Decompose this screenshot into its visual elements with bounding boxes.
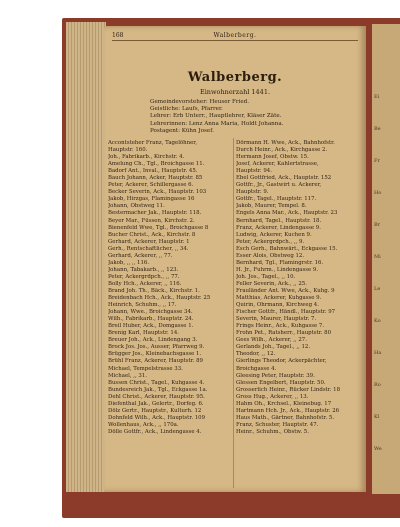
officials-line: Geistliche: Laufs, Pfarrer. (150, 106, 223, 113)
list-item: Ebel Gottfried, Ack., Hauptstr. 152 (236, 175, 332, 182)
list-item: Grosserlich Heinr., Rücker Lindstr. 18 (236, 386, 341, 393)
facing-page-text-fragment: Ha (374, 350, 382, 356)
list-item: Bussen Christ., Tagel., Kuhgasse 4. (108, 379, 205, 386)
list-item: Franz, Schuster, Hauptstr. 47. (236, 421, 319, 428)
list-item: Gerh., Rentschaftlicher, ,, 34. (108, 245, 189, 252)
list-item: Joh. Jos., Tagel., ,, 10. (236, 273, 296, 280)
header-rule (112, 40, 358, 41)
list-item: Esch Gerh., Bahnwärt., Eckgasse 15. (236, 245, 338, 252)
list-item: Bucher Christ., Ack., Kirchstr. 8 (108, 231, 196, 238)
column-divider (233, 138, 234, 488)
facing-page-text-fragment: Ro (374, 382, 381, 388)
list-item: Feller Severin, Ack., ,, 25. (236, 280, 307, 287)
list-item: Dehl Christ., Ackerer, Hauptstr. 95. (108, 393, 205, 400)
list-item: Engels Anna Mar., Ack., Hauptstr. 23 (236, 210, 338, 217)
list-item: Gierlings Theodor, Ackerpächter, (236, 358, 327, 365)
list-item: Jakob, Maurer, Tempel. 8. (236, 203, 307, 210)
list-item: Bauch Johann, Acker, Hauptstr. 85 (108, 175, 203, 182)
list-item: Heinrich, Schuhm., ,, 17. (108, 302, 177, 309)
list-item: Bernhard, Tgl., Flamingrstr. 16. (236, 259, 324, 266)
facing-page-edge (372, 24, 400, 494)
list-item: Badorf Ant., Inval., Hauptstr. 45. (108, 168, 198, 175)
list-item: H. Jr., Fuhrm., Lindengasse 9. (236, 266, 319, 273)
list-item: Peter, Ackerer, Schillergasse 6. (108, 182, 194, 189)
list-item: Diefenthal Jak., Gelertr., Dorfeg. 6. (108, 400, 204, 407)
list-item: Johann, Tabakarb., ,, 123. (108, 266, 179, 273)
list-item: Breil Huber, Ack., Domgasse 1. (108, 323, 194, 330)
list-item: Wilh., Fabrikarb., Hauptstr. 24. (108, 316, 194, 323)
list-item: Matthias, Ackerer, Kuhgasse 9. (236, 295, 322, 302)
list-item: Dohnfeld Wilh., Ack., Hauptstr. 109 (108, 414, 206, 421)
facing-page-text-fragment: Fr (374, 158, 380, 164)
list-item: Hartmann Hch. Jr., Ack., Hauptstr. 26 (236, 407, 340, 414)
list-item: Quirin, Ohrmann, Kirchweg 4. (236, 302, 319, 309)
list-item: Dölle Gottfr., Ack., Lindengasse 4. (108, 428, 202, 435)
list-item: Gerlands Joh., Tagel., ,, 12. (236, 344, 311, 351)
list-item: Haus Math., Gärtner, Bahnhofstr. 5. (236, 414, 335, 421)
list-item: Gottfr., Tagel., Hauptstr. 117. (236, 196, 317, 203)
list-item: Peter, Ackergrdpch., ,, 77. (108, 273, 180, 280)
list-item: Gerhard, Ackerer, Hauptstr. 1 (108, 238, 190, 245)
facing-page-text-fragment: Ho (374, 190, 382, 196)
facing-page-text-fragment: Ei (374, 94, 380, 100)
page-title: Walberberg. (187, 70, 283, 85)
list-item: Ludwig, Ackerer, Kuchen 9. (236, 231, 312, 238)
list-item: Bienenfeld Wwe, Tgl., Broichgasse 8 (108, 224, 209, 231)
list-item: Hauptstr. 9. (236, 189, 269, 196)
facing-page-text-fragment: Kl (374, 414, 380, 420)
officials-line: Lehrer: Erb Unterr., Hauptlehrer, Kläser Zäte. (150, 113, 282, 120)
facing-page-text-fragment: Mi (374, 254, 381, 260)
list-item: Johann, Obstweg 11. (108, 203, 165, 210)
list-item: Jakob, Hirzgas, Flamingasse 16 (108, 196, 195, 203)
facing-page-text-fragment: Br (374, 222, 381, 228)
list-item: Hahm Oh., Krchsel., Kleinebug. 17 (236, 400, 332, 407)
list-item: Heinr., Schuhm., Obstw. 5. (236, 428, 309, 435)
officials-line: Postagent: Kühn Josef. (150, 127, 214, 134)
facing-page-text-fragment: Be (374, 126, 381, 132)
facing-page-text-fragment: Ko (374, 318, 381, 324)
list-item: Bestermacher Jak., Hauptstr. 118. (108, 210, 202, 217)
list-item: Hauptstr. 160. (108, 147, 148, 154)
list-item: Hermann Josef, Obstw. 15. (236, 154, 309, 161)
list-item: Brand Joh. Th., Bäck., Kirchstr. 1. (108, 287, 200, 294)
list-item: Michael, Tempelstrasse 33. (108, 365, 183, 372)
officials-line: Lehrerinnen: Lenz Anna Maria, Holdt Johanna. (150, 120, 284, 127)
list-item: Frings Heinr., Ack., Kuhgasse 7. (236, 323, 325, 330)
facing-page-text-fragment: Le (374, 286, 381, 292)
list-item: Bernhard, Tagel., Hauptstr. 18. (236, 217, 322, 224)
list-item: Dölz Gertr., Hauptstr., Kulturh. 12 (108, 407, 202, 414)
list-item: Brock Jos. Jos., Ausser, Pfarrweg 9. (108, 344, 205, 351)
list-item: Becker Severin, Ack., Hauptstr. 103 (108, 189, 207, 196)
list-item: Frauländer Ant. Wwe, Ack., Kuhg. 9 (236, 287, 335, 294)
officials-block (150, 99, 350, 135)
list-item: Bolly Hch., Ackerer, ,, 116. (108, 280, 182, 287)
list-item: Hauptstr. 94. (236, 168, 272, 175)
population-line: Einwohnerzahl 1441. (199, 88, 271, 96)
officials-line: Gemeindevorsteher: Heuser Fried. (150, 99, 249, 105)
list-item: Gees Wilh., Ackerer, ,, 27. (236, 337, 307, 344)
list-item: Esser Alois, Obstweg 12. (236, 252, 305, 259)
running-head: Walberberg. (213, 32, 257, 39)
list-item: Gross Hug., Ackerer, ,, 13. (236, 393, 309, 400)
list-item: Fischer Gottfr., Händl., Hauptstr. 97 (236, 309, 336, 316)
page-edges (66, 22, 106, 492)
page-number: 168 (112, 32, 124, 39)
list-item: Breuer Joh., Ack., Lindengang 3. (108, 337, 198, 344)
list-item: Broichgasse 4. (236, 365, 277, 372)
list-item: Brenig Karl, Hauptstr. 14. (108, 330, 179, 337)
list-item: Amelung Ch., Tgl., Broichgasse 11. (108, 161, 205, 168)
list-item: Gleesing Peter, Hauptstr. 39. (236, 372, 315, 379)
list-item: Peter, Ackergrdpch., ,, 9. (236, 238, 305, 245)
list-item: Brügger Jos., Kleinebachsgasse 1. (108, 351, 202, 358)
resident-list-right (236, 140, 360, 436)
list-item: Wollenhaus, Ack., ,, 170a. (108, 421, 179, 428)
list-item: Glessen Engelbert, Hauptstr. 50. (236, 379, 326, 386)
list-item: Josef, Ackerer, Kahlertstrasse, (236, 161, 319, 168)
list-item: Bundesreich Jak., Tgl., Eckgasse 1a. (108, 386, 208, 393)
list-item: Franz, Ackerer, Lindengasse 9. (236, 224, 321, 231)
list-item: Durch Heinr., Ack., Kirchgasse 2. (236, 147, 328, 154)
facing-page-text-fragment: We (374, 446, 382, 452)
list-item: Jakob, ,, ,, 116. (108, 259, 150, 266)
list-item: Gottfr., Jr., Gastwirt u. Ackerer, (236, 182, 322, 189)
list-item: Accontsteher Franz, Tagelöhner, (108, 140, 197, 146)
list-item: Theodor, ,, 12. (236, 351, 276, 358)
list-item: Gerhard, Ackerer, ,, 77. (108, 252, 173, 259)
list-item: Johann, Wwe., Broichgasse 34. (108, 309, 193, 316)
list-item: Dörmann H. Wwe, Ack., Bahnhofstr. (236, 140, 335, 146)
resident-list-left (108, 140, 232, 436)
list-item: Severin, Maurer, Hauptstr. 7. (236, 316, 317, 323)
list-item: Michael, ,, 31. (108, 372, 148, 379)
list-item: Beyer Mar., Füssen, Kirchstr. 2. (108, 217, 195, 224)
list-item: Frohn Pet., Ratsherr., Hauptstr. 80 (236, 330, 331, 337)
list-item: Joh., Fabrikarb., Kirchstr. 4. (108, 154, 185, 161)
list-item: Brühl Franz, Ackerer, Hauptstr. 89 (108, 358, 203, 365)
list-item: Breidenbach Hch., Ack., Hauptstr. 25 (108, 295, 211, 302)
directory-page (104, 26, 366, 492)
